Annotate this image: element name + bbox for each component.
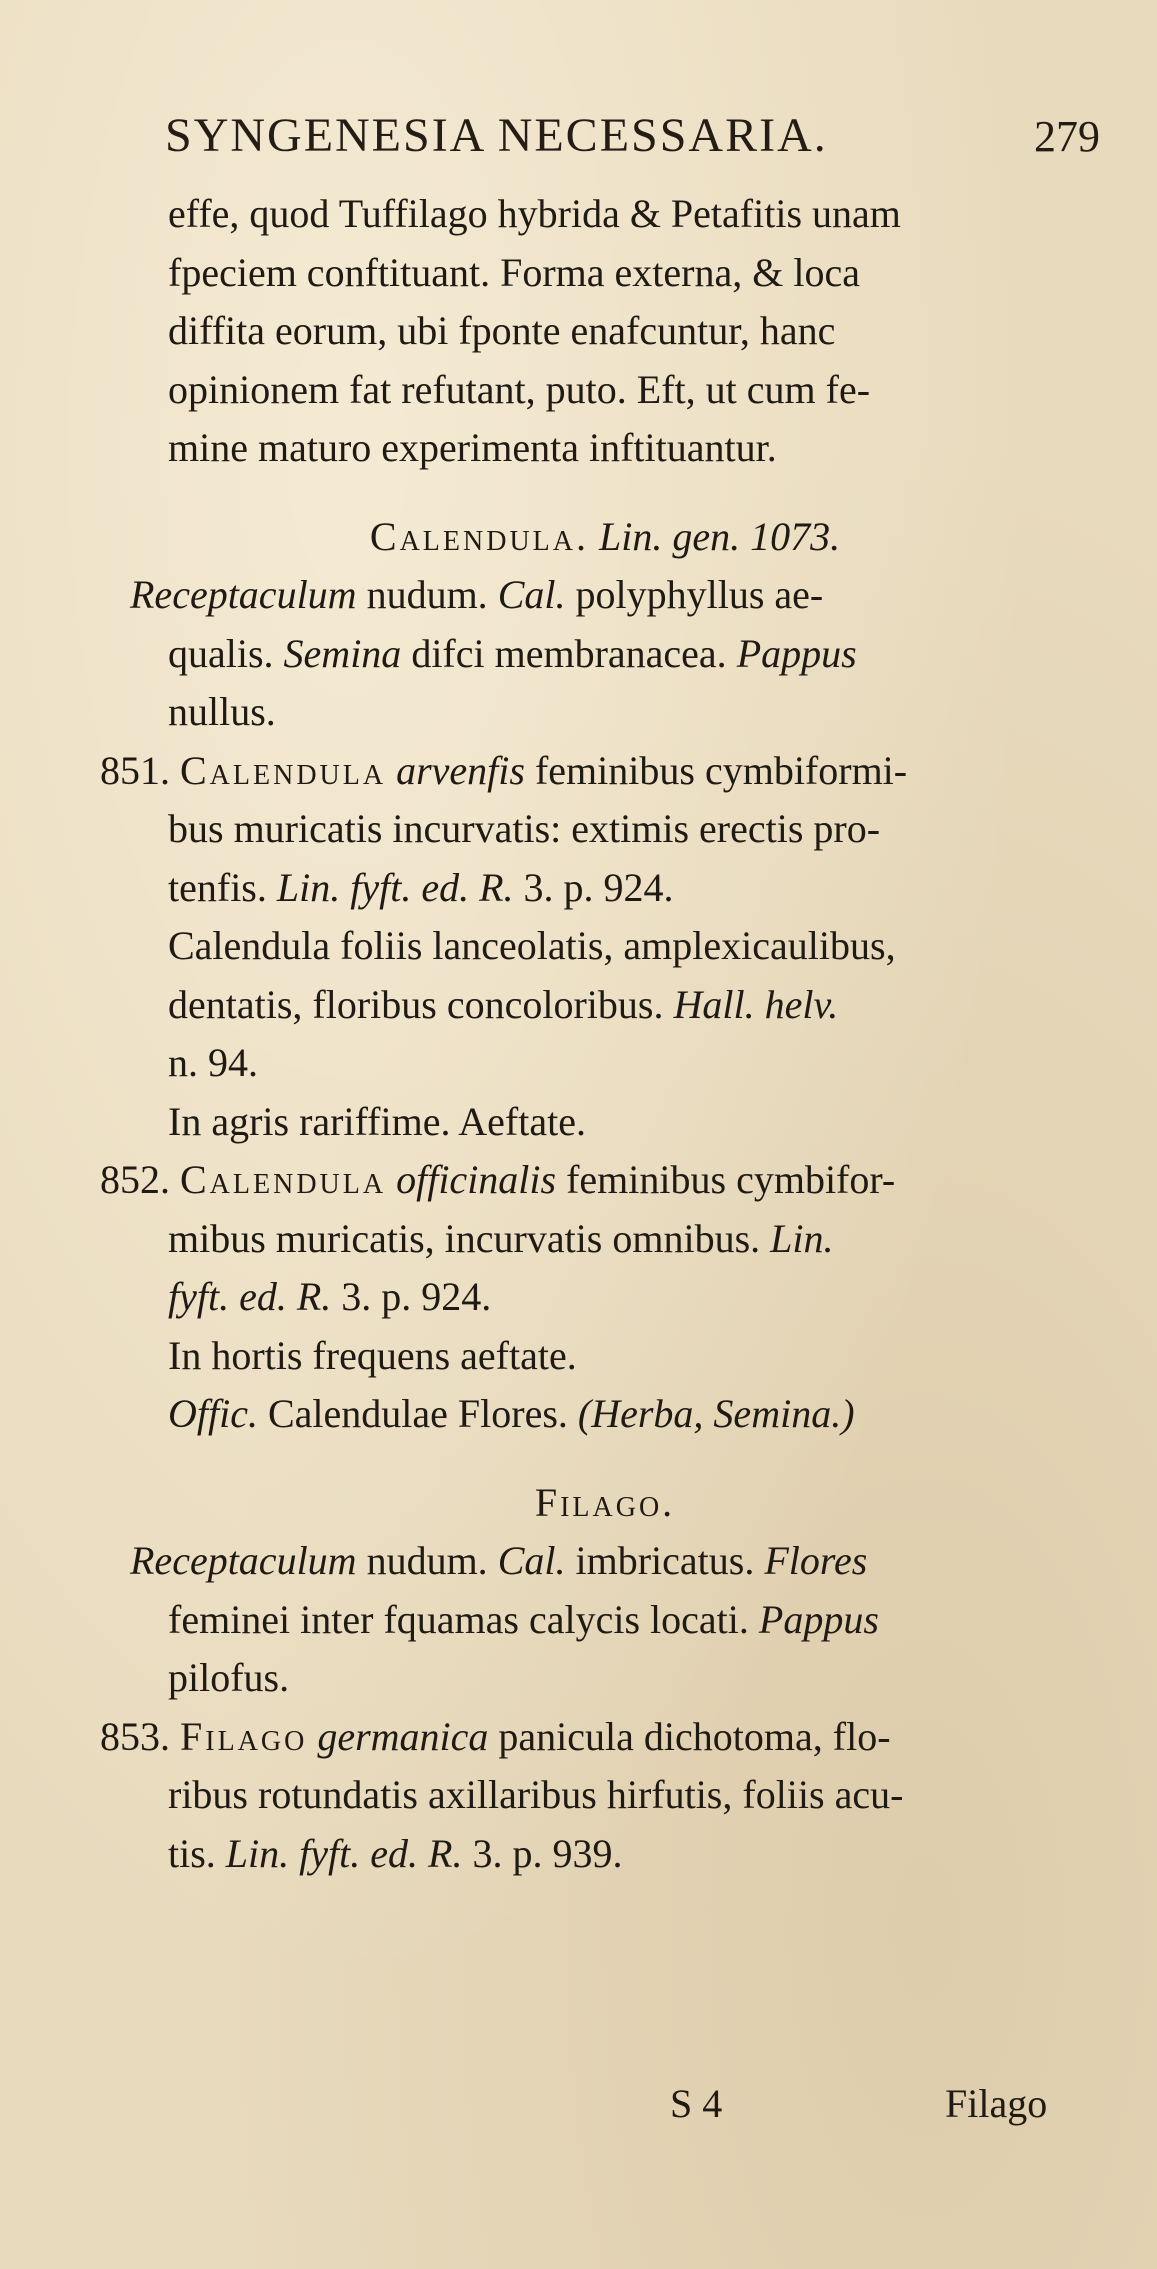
text-line	[100, 625, 1110, 684]
signature-mark: S 4	[670, 2081, 723, 2126]
text-run: bus muricatis incurvatis: extimis erectis pro-	[168, 806, 881, 851]
text-run: 851.	[100, 747, 180, 793]
text-run: feminibus cymbifor-	[556, 1157, 896, 1202]
genus-description-filago	[100, 1532, 1110, 1708]
species-list-calendula	[100, 742, 1110, 1444]
text-line	[100, 1385, 1110, 1444]
text-run: feminei inter fquamas calycis locati.	[168, 1596, 759, 1642]
genus-heading-filago	[100, 1474, 1110, 1533]
italic-run: Pappus	[736, 630, 857, 676]
text-run: nudum.	[356, 1538, 498, 1583]
text-line	[100, 1766, 1110, 1825]
text-line: mine maturo experimenta inftituantur.	[168, 425, 777, 470]
text-line	[100, 566, 1110, 625]
text-line	[100, 1034, 1110, 1093]
text-run: qualis.	[168, 630, 284, 676]
italic-run: Hall. helv.	[673, 981, 839, 1027]
text-run: difci membranacea.	[401, 630, 737, 676]
text-run: tis.	[168, 1830, 226, 1876]
text-run: n. 94.	[168, 1040, 258, 1085]
text-line	[100, 1327, 1110, 1386]
text-line	[100, 1268, 1110, 1327]
italic-run: Semina	[283, 630, 402, 676]
text-run: tenfis.	[168, 864, 277, 910]
text-line	[100, 1151, 1110, 1210]
text-line	[100, 1210, 1110, 1269]
text-run: 3. p. 924.	[513, 864, 674, 910]
text-run: feminibus cymbiformi-	[524, 747, 908, 793]
text-run: polyphyllus ae-	[565, 572, 824, 617]
text-run: 853.	[100, 1713, 180, 1759]
text-run: panicula dichotoma, flo-	[488, 1713, 891, 1759]
italic-run: arvenfis	[396, 747, 525, 793]
species-entry	[100, 1151, 1110, 1444]
text-line: opinionem fat refutant, puto. Eft, ut cum fe-	[168, 366, 871, 412]
genus-name: Filago.	[534, 1479, 676, 1525]
page-number: 279	[1034, 112, 1100, 161]
text-line: fpeciem conftituant. Forma externa, & loca	[168, 249, 860, 295]
text-run	[386, 1157, 396, 1202]
italic-run: Receptaculum	[130, 572, 357, 617]
small-caps-run: Filago	[180, 1713, 308, 1759]
italic-run: Flores	[764, 1538, 868, 1583]
italic-run: Receptaculum	[130, 1538, 357, 1583]
small-caps-run: Calendula	[180, 747, 387, 793]
text-line	[100, 800, 1110, 859]
text-run: Calendula foliis lanceolatis, amplexicaulibus,	[168, 923, 896, 968]
text-line	[100, 1532, 1110, 1591]
text-line	[100, 859, 1110, 918]
text-run: 3. p. 939.	[462, 1830, 623, 1876]
text-run: In hortis frequens aeftate.	[168, 1332, 577, 1378]
text-line: diffita eorum, ubi fponte enafcuntur, hanc	[168, 308, 836, 353]
italic-run: fyft. ed. R.	[168, 1274, 332, 1319]
italic-run: (Herba, Semina.)	[577, 1391, 855, 1436]
running-title: SYNGENESIA NECESSARIA.	[165, 109, 828, 162]
text-run: Calendulae Flores.	[257, 1391, 578, 1436]
text-run: pilofus.	[168, 1655, 290, 1700]
text-line	[100, 1825, 1110, 1884]
italic-run: Cal.	[497, 1538, 566, 1583]
species-entry	[100, 742, 1110, 1152]
italic-run: Pappus	[758, 1596, 879, 1642]
main-text	[100, 185, 1110, 1883]
species-list-filago	[100, 1708, 1110, 1884]
text-line	[100, 742, 1110, 801]
genus-description-calendula	[100, 566, 1110, 742]
text-line	[100, 1708, 1110, 1767]
running-header	[165, 108, 1100, 163]
text-run: 852.	[100, 1157, 180, 1202]
text-run: mibus muricatis, incurvatis omnibus.	[168, 1215, 771, 1261]
text-line	[100, 976, 1110, 1035]
italic-run: Offic.	[168, 1391, 258, 1436]
text-line	[100, 917, 1110, 976]
text-run: nullus.	[168, 689, 276, 734]
text-run: 3. p. 924.	[331, 1274, 492, 1319]
italic-run: officinalis	[396, 1157, 557, 1202]
text-line	[100, 1093, 1110, 1152]
text-run	[386, 748, 396, 793]
italic-run: Cal.	[497, 572, 566, 617]
text-run: nudum.	[356, 572, 498, 617]
catchword: Filago	[945, 2081, 1048, 2126]
italic-run: Lin.	[770, 1215, 834, 1261]
small-caps-run: Calendula	[180, 1157, 387, 1202]
italic-run: Lin. fyft. ed. R.	[276, 864, 514, 910]
text-run: imbricatus.	[565, 1538, 765, 1583]
text-run: dentatis, floribus concoloribus.	[168, 981, 674, 1027]
text-line: effe, quod Tuffilago hybrida & Petafitis unam	[168, 191, 901, 236]
italic-run: Lin. fyft. ed. R.	[225, 1830, 463, 1876]
italic-run: germanica	[317, 1713, 489, 1759]
genus-reference: Lin. gen. 1073.	[598, 513, 841, 559]
genus-name: Calendula.	[369, 513, 589, 559]
text-run: In agris rariffime. Aeftate.	[168, 1098, 586, 1144]
species-entry	[100, 1708, 1110, 1884]
intro-paragraph	[100, 185, 1110, 478]
text-line	[100, 1649, 1110, 1708]
text-line	[100, 683, 1110, 742]
genus-heading-calendula	[100, 508, 1110, 567]
text-run: ribus rotundatis axillaribus hirfutis, foliis acu-	[168, 1772, 904, 1817]
text-run	[307, 1714, 317, 1759]
text-line	[100, 1591, 1110, 1650]
